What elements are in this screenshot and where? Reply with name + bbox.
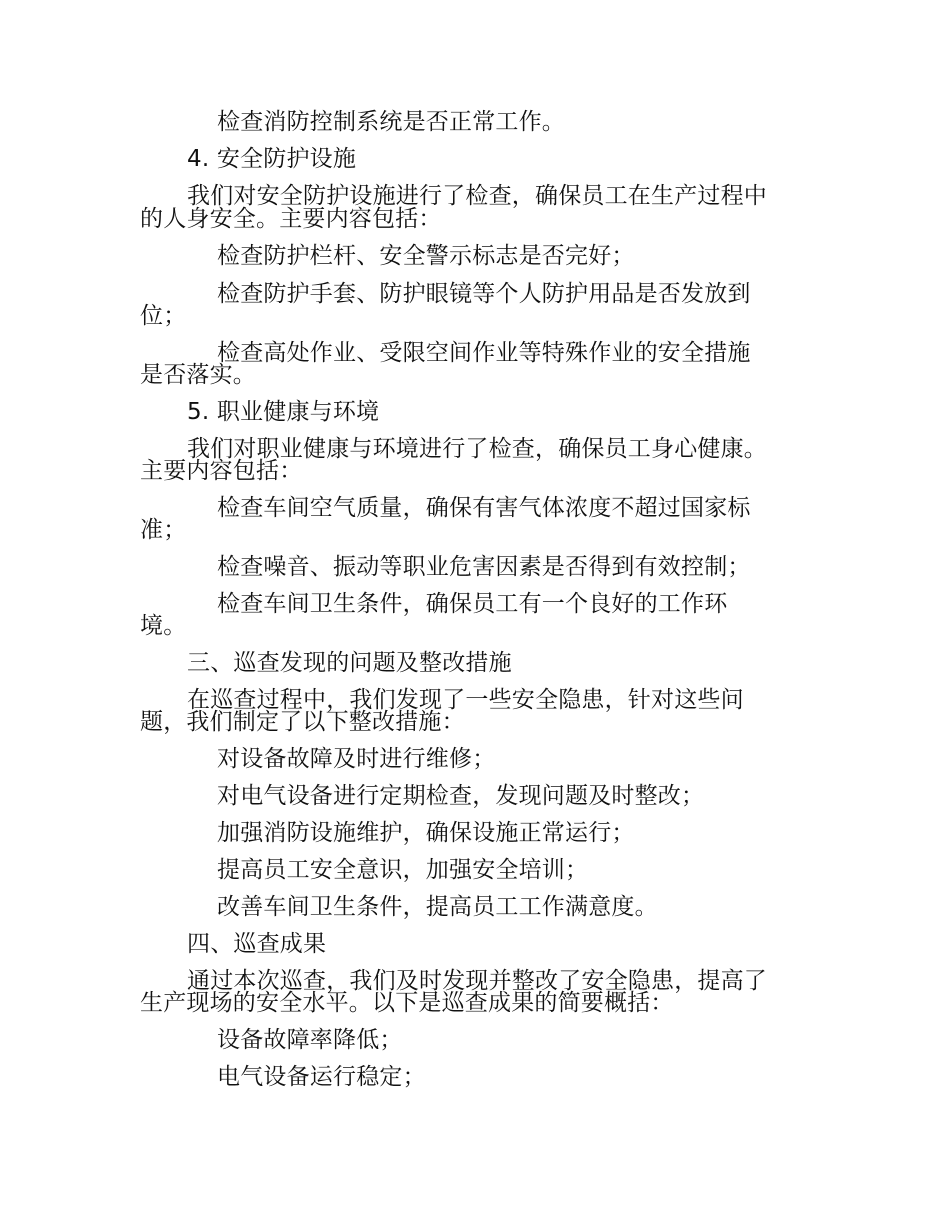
list-item-continuation: 境。 <box>140 613 187 639</box>
list-item: 对设备故障及时进行维修； <box>217 746 496 772</box>
list-item: 设备故障率降低； <box>217 1027 403 1053</box>
list-item: 电气设备运行稳定； <box>217 1064 426 1090</box>
list-item: 检查防护手套、防护眼镜等个人防护用品是否发放到 <box>217 281 751 307</box>
list-item-continuation: 位； <box>140 303 187 329</box>
list-item: 改善车间卫生条件，提高员工工作满意度。 <box>217 894 658 920</box>
list-item: 加强消防设施维护，确保设施正常运行； <box>217 820 635 846</box>
list-item: 检查防护栏杆、安全警示标志是否完好； <box>217 243 635 269</box>
list-item: 对电气设备进行定期检查，发现问题及时整改； <box>217 783 705 809</box>
list-item: 检查消防控制系统是否正常工作。 <box>217 109 565 135</box>
list-item: 检查车间卫生条件，确保员工有一个良好的工作环 <box>217 591 728 617</box>
list-item: 检查噪音、振动等职业危害因素是否得到有效控制； <box>217 554 751 580</box>
paragraph-line: 我们对安全防护设施进行了检查，确保员工在生产过程中 <box>187 183 767 209</box>
paragraph-line: 的人身安全。主要内容包括： <box>140 206 442 232</box>
section-heading: 四、巡查成果 <box>187 931 327 957</box>
paragraph-line: 通过本次巡查，我们及时发现并整改了安全隐患，提高了 <box>187 968 767 994</box>
list-item-continuation: 准； <box>140 517 187 543</box>
section-heading: 4. 安全防护设施 <box>187 146 357 172</box>
list-item: 检查高处作业、受限空间作业等特殊作业的安全措施 <box>217 340 751 366</box>
paragraph-line: 我们对职业健康与环境进行了检查，确保员工身心健康。 <box>187 436 767 462</box>
paragraph-line: 题，我们制定了以下整改措施： <box>140 709 465 735</box>
paragraph-line: 生产现场的安全水平。以下是巡查成果的简要概括： <box>140 990 674 1016</box>
section-heading: 5. 职业健康与环境 <box>187 399 380 425</box>
paragraph-line: 在巡查过程中，我们发现了一些安全隐患，针对这些问 <box>187 687 744 713</box>
paragraph-line: 主要内容包括： <box>140 458 303 484</box>
list-item: 提高员工安全意识，加强安全培训； <box>217 857 589 883</box>
section-heading: 三、巡查发现的问题及整改措施 <box>187 650 512 676</box>
list-item: 检查车间空气质量，确保有害气体浓度不超过国家标 <box>217 495 751 521</box>
list-item-continuation: 是否落实。 <box>140 362 256 388</box>
